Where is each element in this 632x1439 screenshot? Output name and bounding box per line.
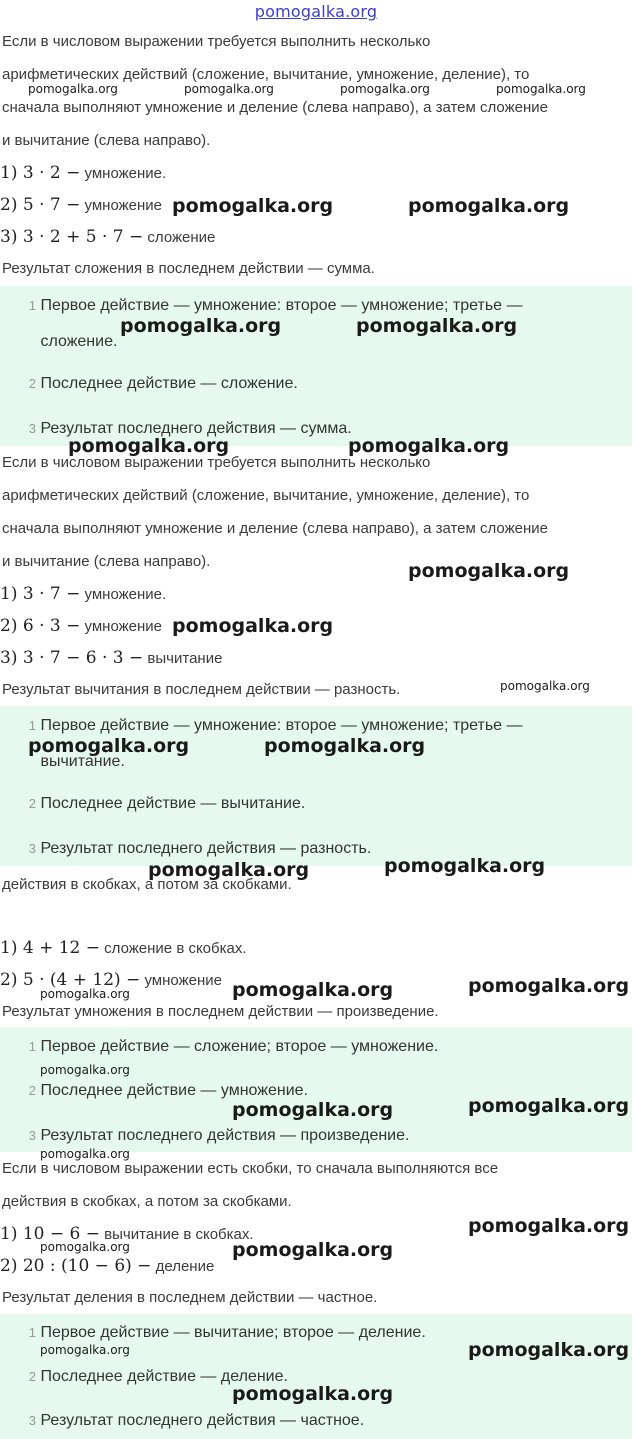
watermark: pomogalka.org: [496, 82, 586, 96]
step-expression: 2) 5 · (4 + 12) −: [0, 970, 141, 990]
watermark: pomogalka.org: [40, 1343, 130, 1357]
step-expression: 2) 6 · 3 −: [0, 616, 81, 636]
step-row: [0, 221, 632, 253]
watermark: pomogalka.org: [68, 435, 230, 457]
answer-text: Первое действие — сложение; второе — умножение.: [40, 1038, 439, 1055]
intro-line: действия в скобках, а потом за скобками.: [2, 876, 292, 893]
watermark: pomogalka.org: [172, 615, 334, 637]
step-description: умножение: [84, 618, 162, 635]
watermark: pomogalka.org: [232, 1099, 394, 1121]
watermark: pomogalka.org: [172, 195, 334, 217]
watermark: pomogalka.org: [340, 82, 430, 96]
step-expression: 1) 4 + 12 −: [0, 938, 100, 958]
watermark: pomogalka.org: [120, 315, 282, 337]
watermark: pomogalka.org: [232, 1239, 394, 1261]
block-1-steps: [0, 157, 632, 285]
watermark: pomogalka.org: [468, 1215, 630, 1237]
step-description: умножение.: [84, 586, 167, 603]
step-expression: 2) 5 · 7 −: [0, 195, 81, 215]
result-line: Результат умножения в последнем действии — произведение.: [2, 1003, 439, 1020]
watermark: pomogalka.org: [408, 195, 570, 217]
answer-item: [0, 1403, 632, 1439]
answer-text: Последнее действие — вычитание.: [40, 795, 306, 812]
answer-number: 3: [28, 1413, 36, 1428]
answer-text: Последнее действие — деление.: [40, 1368, 288, 1385]
answer-item: [0, 786, 632, 822]
step-expression: 3) 3 · 7 − 6 · 3 −: [0, 648, 144, 668]
answer-text: Результат последнего действия — сумма.: [40, 420, 352, 437]
result-line: Результат сложения в последнем действии — сумма.: [2, 260, 375, 277]
answer-text: Результат последнего действия — частное.: [40, 1412, 365, 1429]
answer-number: 1: [28, 1039, 36, 1054]
watermark: pomogalka.org: [384, 855, 546, 877]
answer-text: Первое действие — умножение: второе — умножение; третье — сложение.: [40, 297, 523, 350]
answer-number: 2: [28, 376, 36, 391]
watermark: pomogalka.org: [468, 1095, 630, 1117]
step-description: вычитание: [147, 650, 223, 667]
header-watermark-link[interactable]: pomogalka.org: [254, 2, 378, 21]
watermark: pomogalka.org: [232, 979, 394, 1001]
step-description: деление: [155, 1258, 215, 1275]
step-expression: 1) 3 · 2 −: [0, 163, 81, 183]
step-description: сложение: [147, 229, 216, 246]
step-expression: 1) 10 − 6 −: [0, 1224, 100, 1244]
step-description: сложение в скобках.: [104, 940, 247, 957]
watermark: pomogalka.org: [184, 82, 274, 96]
block-1-answers: [0, 286, 632, 446]
answer-number: 2: [28, 1369, 36, 1384]
watermark: pomogalka.org: [232, 1383, 394, 1405]
answer-number: 2: [28, 796, 36, 811]
intro-line: сначала выполняют умножение и деление (слева направо), а затем сложение: [2, 520, 548, 537]
watermark: pomogalka.org: [356, 315, 518, 337]
answer-number: 1: [28, 718, 36, 733]
step-description: умножение.: [84, 165, 167, 182]
watermark: pomogalka.org: [408, 560, 570, 582]
watermark: pomogalka.org: [500, 679, 590, 693]
intro-line: и вычитание (слева направо).: [2, 553, 211, 570]
answer-number: 3: [28, 421, 36, 436]
step-row: [0, 932, 632, 964]
intro-line: действия в скобках, а потом за скобками.: [2, 1193, 292, 1210]
step-expression: 3) 3 · 2 + 5 · 7 −: [0, 227, 144, 247]
answer-number: 3: [28, 1128, 36, 1143]
step-description: вычитание в скобках.: [104, 1226, 254, 1243]
watermark: pomogalka.org: [28, 82, 118, 96]
answer-text: Результат последнего действия — произведение.: [40, 1127, 410, 1144]
answer-text: Первое действие — умножение: второе — умножение; третье — вычитание.: [40, 717, 523, 770]
result-line: Результат деления в последнем действии — частное.: [2, 1289, 378, 1306]
watermark: pomogalka.org: [348, 435, 510, 457]
answer-text: Результат последнего действия — разность.: [40, 840, 372, 857]
answer-text: Первое действие — вычитание; второе — деление.: [40, 1324, 426, 1341]
step-row: [0, 642, 632, 674]
answer-item: [0, 366, 632, 402]
watermark: pomogalka.org: [28, 735, 190, 757]
watermark: pomogalka.org: [264, 735, 426, 757]
answer-number: 3: [28, 841, 36, 856]
intro-line: сначала выполняют умножение и деление (слева направо), а затем сложение: [2, 99, 548, 116]
step-description: умножение: [144, 972, 222, 989]
block-2-answers: [0, 706, 632, 866]
intro-line: Если в числовом выражении требуется выполнить несколько: [2, 454, 431, 471]
intro-line: арифметических действий (сложение, вычитание, умножение, деление), то: [2, 487, 530, 504]
block-3-answers: [0, 1027, 632, 1152]
watermark: pomogalka.org: [40, 1063, 130, 1077]
answer-number: 1: [28, 1325, 36, 1340]
block-4-intro: [0, 1153, 632, 1218]
answer-text: Последнее действие — сложение.: [40, 375, 298, 392]
step-description: умножение: [84, 197, 162, 214]
watermark: pomogalka.org: [40, 987, 130, 1001]
answer-item: [0, 288, 632, 360]
watermark: pomogalka.org: [40, 1240, 130, 1254]
block-2-intro: [0, 447, 632, 578]
result-line: Результат вычитания в последнем действии — разность.: [2, 681, 401, 698]
answer-item: [0, 1029, 632, 1065]
watermark: pomogalka.org: [468, 975, 630, 997]
watermark: pomogalka.org: [148, 859, 310, 881]
watermark: pomogalka.org: [40, 1147, 130, 1161]
intro-line: и вычитание (слева направо).: [2, 132, 211, 149]
answer-number: 2: [28, 1083, 36, 1098]
intro-line: Если в числовом выражении есть скобки, то сначала выполняются все: [2, 1160, 499, 1177]
intro-line: Если в числовом выражении требуется выполнить несколько: [2, 33, 431, 50]
block-4-answers: [0, 1314, 632, 1439]
intro-line: арифметических действий (сложение, вычитание, умножение, деление), то: [2, 66, 530, 83]
watermark: pomogalka.org: [468, 1339, 630, 1361]
answer-text: Последнее действие — умножение.: [40, 1082, 308, 1099]
answer-number: 1: [28, 298, 36, 313]
step-row: [0, 578, 632, 610]
step-expression: 2) 20 : (10 − 6) −: [0, 1256, 152, 1276]
step-expression: 1) 3 · 7 −: [0, 584, 81, 604]
step-row: [0, 157, 632, 189]
